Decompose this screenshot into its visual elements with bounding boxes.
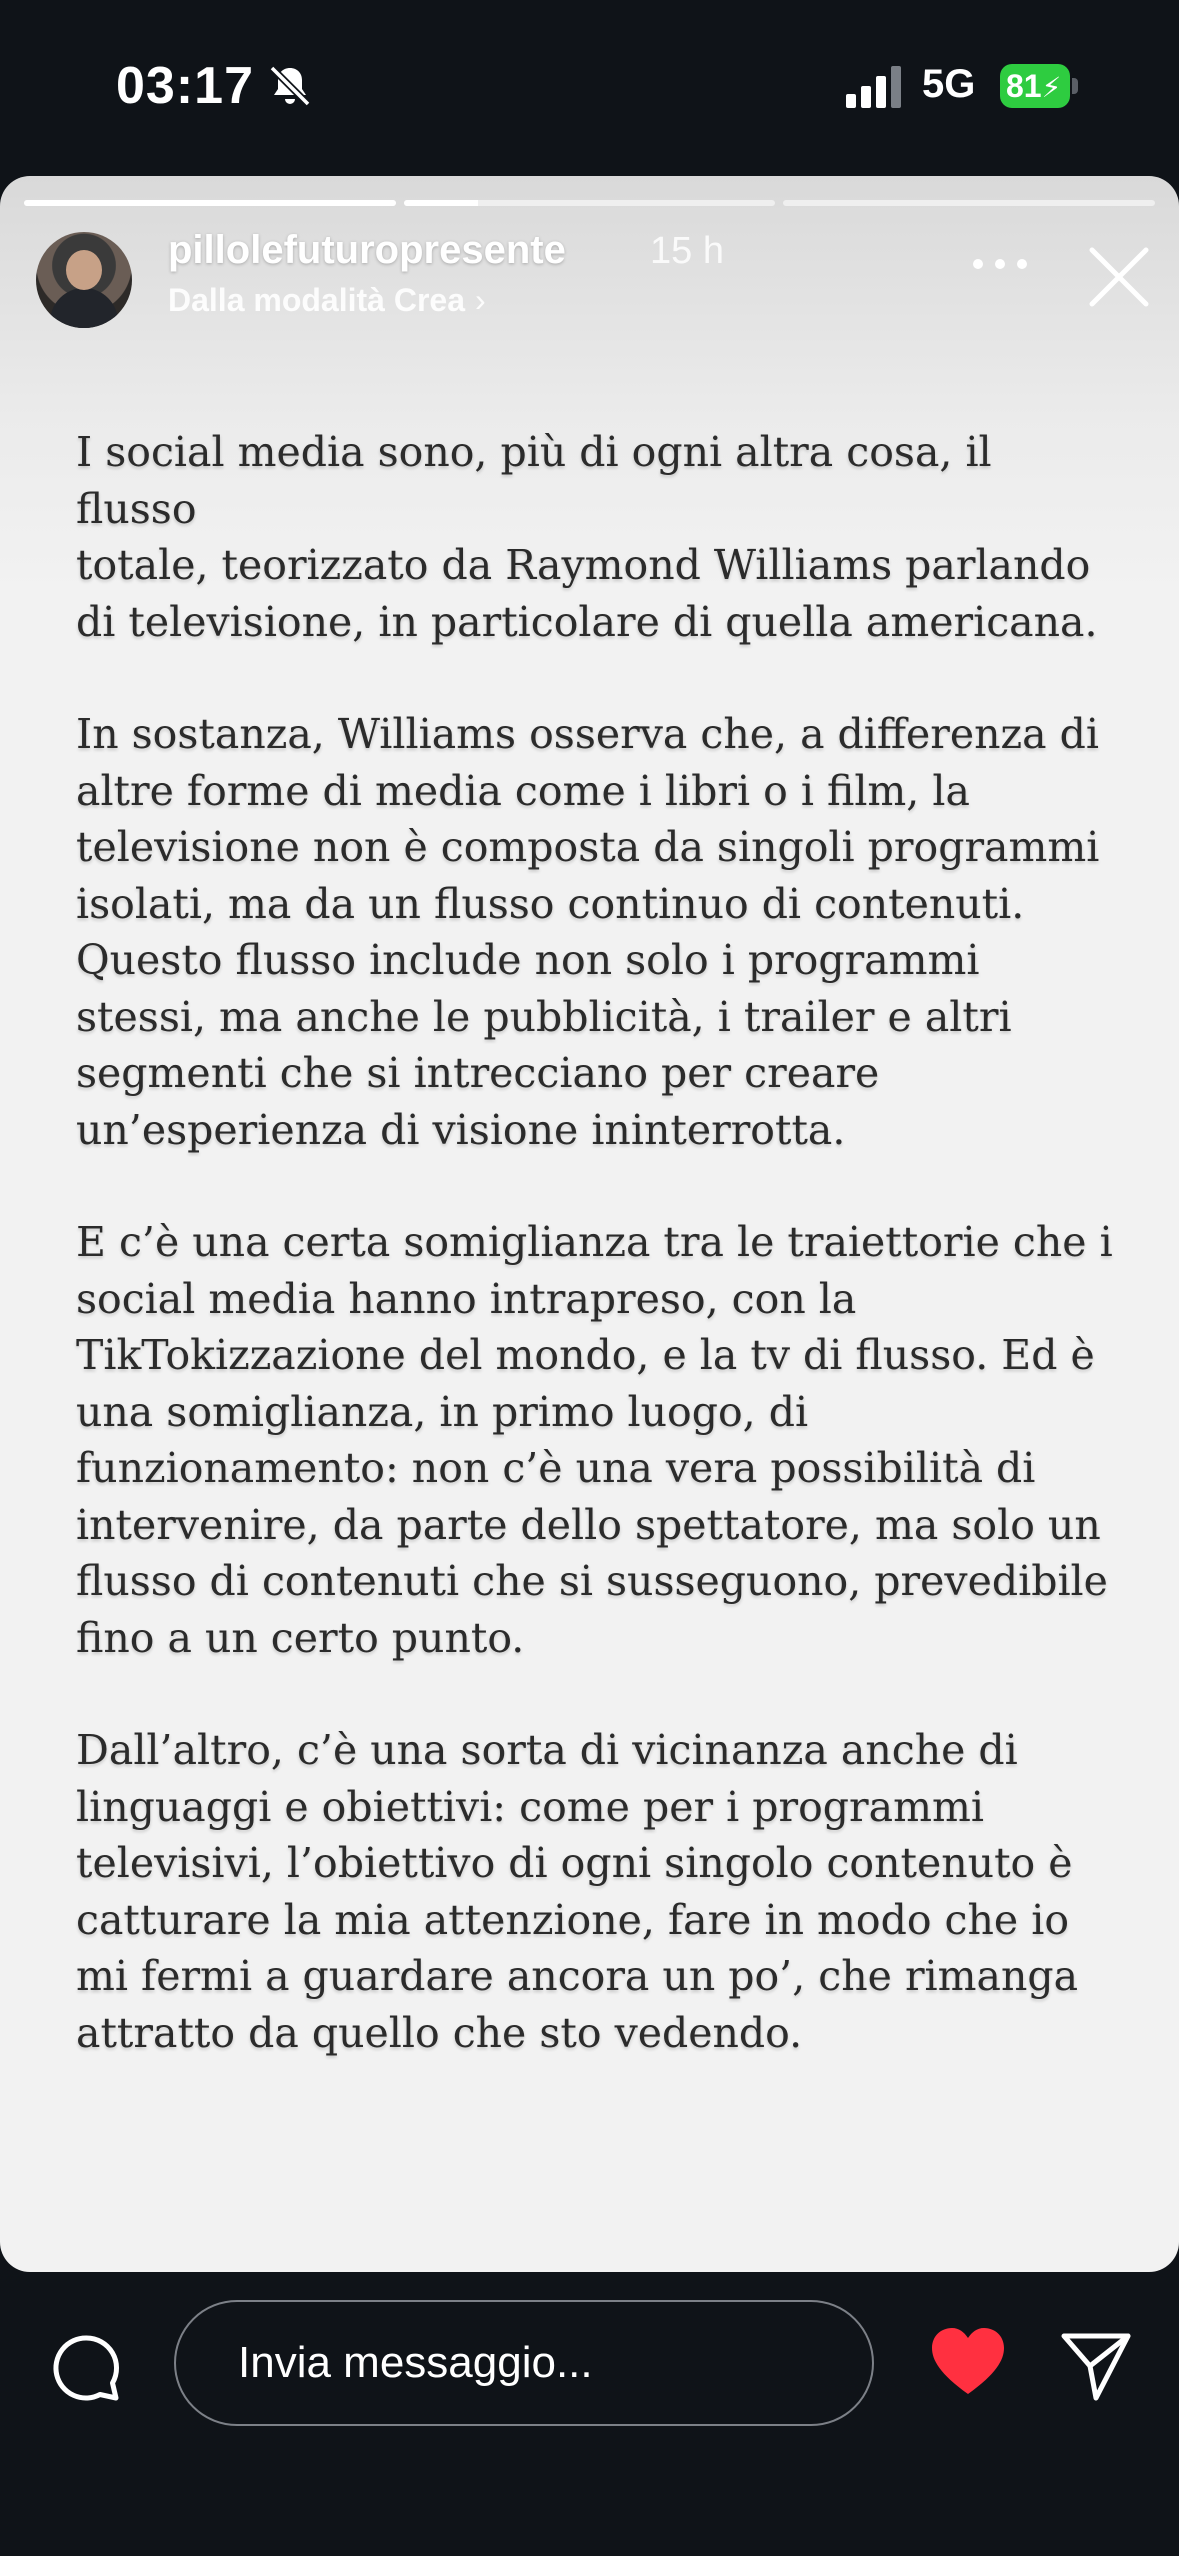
- more-options-icon[interactable]: [970, 252, 1030, 276]
- battery-level: 81: [1006, 68, 1042, 104]
- bell-slash-icon: [266, 62, 314, 110]
- reply-bar: [0, 2272, 1179, 2556]
- story-subtitle: Dalla modalità Crea: [168, 282, 465, 318]
- chevron-right-icon: ›: [475, 282, 486, 318]
- send-icon[interactable]: [1058, 2328, 1134, 2404]
- comment-icon[interactable]: [50, 2332, 122, 2404]
- message-input[interactable]: [174, 2300, 874, 2426]
- signal-icon: [846, 66, 902, 108]
- status-time: 03:17: [116, 57, 254, 115]
- status-bar: [0, 0, 1179, 170]
- story-segment: [24, 200, 396, 206]
- story-subtitle-link[interactable]: [168, 282, 486, 319]
- story-text: [76, 424, 1116, 2117]
- story-card[interactable]: [0, 176, 1179, 2272]
- story-paragraph: E c’è una certa somiglianza tra le traiettorie che i social media hanno intrapreso, con la TikTokizzazione del mondo, e la tv di flusso. Ed è una somiglianza, in primo luogo, di funzionamento: non c’è una vera possibilità di intervenire, da parte dello spettatore, ma solo un flusso di contenuti che si susseguono, prevedibile fino a un certo punto.: [76, 1218, 1113, 1662]
- close-icon[interactable]: [1086, 244, 1152, 310]
- story-paragraph: In sostanza, Williams osserva che, a differenza di altre forme di media come i libri o i film, la televisione non è composta da singoli programmi isolati, ma da un flusso continuo di contenuti. Questo flusso include non solo i programmi stessi, ma anche le pubblicità, i trailer e altri segmenti che si intrecciano per creare un’esperienza di visione ininterrotta.: [76, 710, 1100, 1154]
- story-paragraph: I social media sono, più di ogni altra cosa, il flusso totale, teorizzato da Raymond Williams parlando di televisione, in particolare di quella americana.: [76, 428, 1098, 646]
- avatar[interactable]: [36, 232, 132, 328]
- story-time-ago: 15 h: [650, 230, 724, 272]
- story-progress: [24, 200, 1155, 206]
- story-paragraph: Dall’altro, c’è una sorta di vicinanza anche di linguaggi e obiettivi: come per i programmi televisivi, l’obiettivo di ogni singolo contenuto è catturare la mia attenzione, fare in modo che io mi fermi a guardare ancora un po’, che rimanga attratto da quello che sto vedendo.: [76, 1726, 1079, 2057]
- heart-icon[interactable]: [930, 2326, 1006, 2398]
- network-type: 5G: [922, 62, 976, 106]
- story-username[interactable]: pillolefuturopresente: [168, 228, 566, 272]
- story-segment: [404, 200, 776, 206]
- battery-charging-icon: 81⚡: [1000, 64, 1078, 108]
- story-segment: [783, 200, 1155, 206]
